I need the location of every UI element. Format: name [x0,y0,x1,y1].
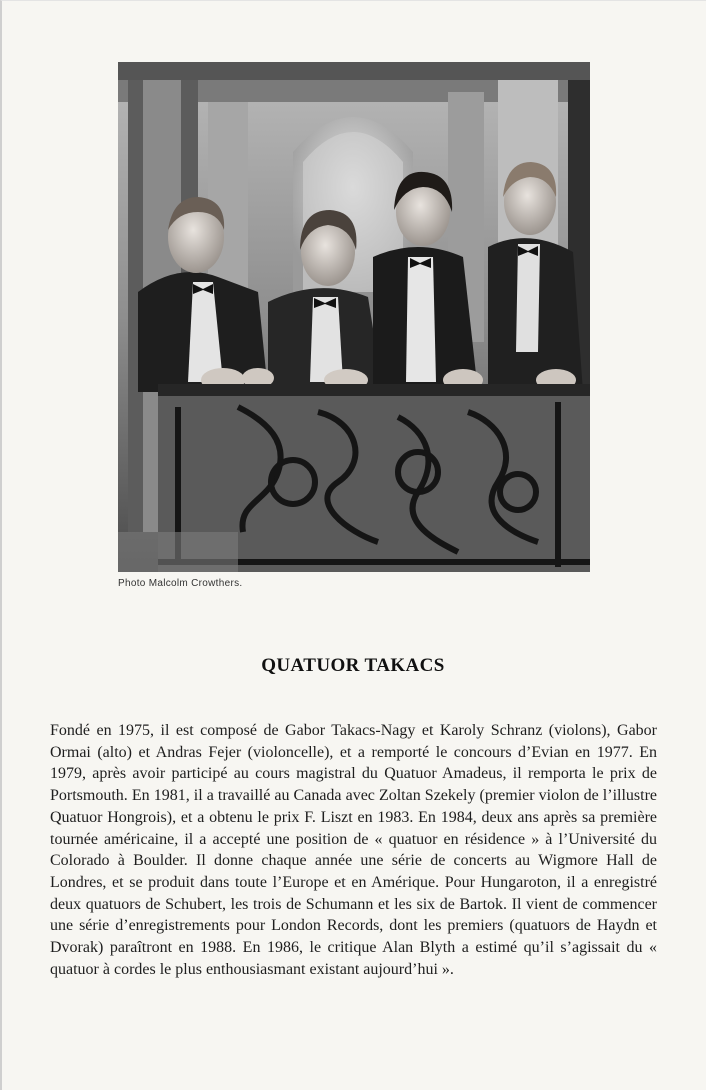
photo-credit-caption: Photo Malcolm Crowthers. [118,578,243,589]
biography-paragraph: Fondé en 1975, il est composé de Gabor Takacs-Nagy et Karoly Schranz (violons), Gabor Ormai (alto) et Andras Fejer (violoncelle), et a remporté le concours d’Evian en 1977. En 1979, après avoir participé au cours magistral du Quatuor Amadeus, il remporta le prix de Portsmouth. En 1981, il a travaillé au Canada avec Zoltan Szekely (premier violon de l’illustre Quatuor Hongrois), et a obtenu le prix F. Liszt en 1983. En 1984, deux ans après sa première tournée américaine, il a accepté une position de « quatuor en résidence » à l’Université du Colorado à Boulder. Il donne chaque année une série de concerts au Wigmore Hall de Londres, et se produit dans toute l’Europe et en Amérique. Pour Hungaroton, il a enregistré deux quatuors de Schubert, les trois de Schumann et les six de Bartok. Il vient de commencer une série d’enregistrements pour London Records, dont les premiers (quatuors de Haydn et Dvorak) paraîtront en 1988. En 1986, le critique Alan Blyth a estimé qu’il s’agissait du « quatuor à cordes le plus enthousiasmant existant aujourd’hui ». [50,722,657,978]
section-title: QUATUOR TAKACS [261,655,445,676]
quartet-photo [118,62,590,572]
